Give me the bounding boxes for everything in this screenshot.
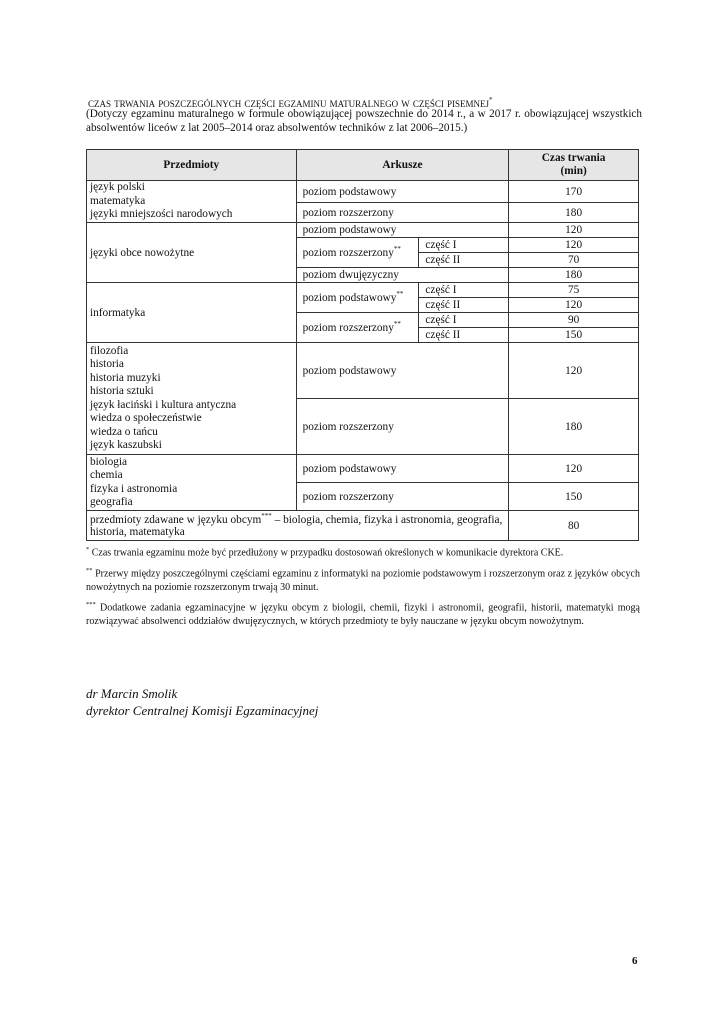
header-duration-line2: (min) <box>560 165 587 177</box>
header-sheets: Arkusze <box>296 150 509 181</box>
title-text: czas trwania poszczególnych części egzaminu maturalnego w części pisemnej <box>88 96 490 111</box>
level-cell <box>296 238 419 268</box>
level-cell: poziom rozszerzony <box>296 203 509 223</box>
time-cell: 180 <box>509 399 639 455</box>
level-cell: poziom podstawowy <box>296 343 509 399</box>
footnote-mark: ** <box>393 244 401 253</box>
part-cell: część II <box>419 298 509 313</box>
footnote-text: Przerwy między poszczególnymi częściami egzaminu z informatyki na poziomie podstawowym i rozszerzonym oraz z języków obcych nowożytnych na poziomie rozszerzonym trwają 30 minut. <box>86 568 640 593</box>
footnotes <box>86 543 640 632</box>
header-duration-line1: Czas trwania <box>541 152 606 164</box>
subject-item: historia sztuki <box>90 385 154 397</box>
time-cell: 120 <box>509 298 639 313</box>
time-cell: 150 <box>509 328 639 343</box>
document-subtitle: (Dotyczy egzaminu maturalnego w formule obowiązującej powszechnie do 2014 r., a w 2017 r. obowiązującej wszystkich absolwentów liceów z lat 2005–2014 oraz absolwentów techników z lat 2006–2015.) <box>86 108 642 134</box>
level-cell: poziom podstawowy <box>296 455 509 483</box>
header-subjects: Przedmioty <box>87 150 297 181</box>
title-footnote-mark: * <box>489 96 493 104</box>
level-text: poziom podstawowy <box>302 291 397 304</box>
level-cell: poziom rozszerzony <box>296 399 509 455</box>
subject-item: wiedza o społeczeństwie <box>90 412 202 424</box>
subject-item: biologia <box>90 455 128 468</box>
subject-item: matematyka <box>90 194 146 207</box>
foreign-language-text: przedmioty zdawane w języku obcym <box>90 513 262 526</box>
level-cell <box>296 313 419 343</box>
foreign-language-subjects: – biologia, chemia, fizyka i astronomia, geografia, historia, matematyka <box>90 513 503 538</box>
level-text: poziom rozszerzony <box>302 321 394 334</box>
level-text: poziom rozszerzony <box>302 246 394 259</box>
time-cell: 80 <box>509 511 639 541</box>
subject-item: filozofia <box>90 344 129 357</box>
subjects-cell-group1 <box>87 181 297 223</box>
time-cell: 180 <box>509 268 639 283</box>
time-cell: 180 <box>509 203 639 223</box>
subject-item: historia <box>90 358 124 370</box>
subject-item: geografia <box>90 496 133 508</box>
page-number: 6 <box>632 955 638 967</box>
part-cell: część I <box>419 313 509 328</box>
level-cell <box>296 283 419 313</box>
subjects-cell-group3: informatyka <box>87 283 297 343</box>
footnote-mark: ** <box>396 289 404 298</box>
subject-item: historia muzyki <box>90 371 161 384</box>
signature-position: dyrektor Centralnej Komisji Egzaminacyjnej <box>86 703 319 718</box>
footnote-mark: *** <box>86 601 96 609</box>
foreign-language-subjects-cell <box>87 511 509 541</box>
level-cell: poziom rozszerzony <box>296 483 509 511</box>
footnote <box>86 598 640 628</box>
footnote <box>86 543 640 560</box>
subjects-cell-group5 <box>87 455 297 511</box>
part-cell: część II <box>419 328 509 343</box>
signature-name: dr Marcin Smolik <box>86 686 178 701</box>
part-cell: część I <box>419 283 509 298</box>
time-cell: 90 <box>509 313 639 328</box>
time-cell: 120 <box>509 455 639 483</box>
footnote-mark: * <box>86 546 90 553</box>
footnote <box>86 564 640 594</box>
subject-item: języki mniejszości narodowych <box>90 208 233 221</box>
time-cell: 75 <box>509 283 639 298</box>
footnote-mark: ** <box>393 319 401 328</box>
subjects-cell-group2: języki obce nowożytne <box>87 223 297 283</box>
subject-item: język kaszubski <box>90 439 162 451</box>
header-duration <box>509 150 639 181</box>
subject-item: fizyka i astronomia <box>90 482 178 495</box>
time-cell: 120 <box>509 223 639 238</box>
subject-item: wiedza o tańcu <box>90 425 158 438</box>
subject-item: chemia <box>90 469 123 481</box>
footnote-text: Czas trwania egzaminu może być przedłużony w przypadku dostosowań określonych w komunikacie dyrektora CKE. <box>89 547 564 559</box>
subject-item: język polski <box>90 181 145 194</box>
subject-item: język łaciński i kultura antyczna <box>90 398 237 411</box>
level-cell: poziom podstawowy <box>296 181 509 203</box>
footnote-mark: ** <box>86 566 93 574</box>
time-cell: 120 <box>509 343 639 399</box>
subjects-cell-group4 <box>87 343 297 455</box>
exam-duration-table <box>86 149 639 541</box>
signature-block <box>86 685 318 719</box>
time-cell: 170 <box>509 181 639 203</box>
time-cell: 120 <box>509 238 639 253</box>
level-cell: poziom podstawowy <box>296 223 509 238</box>
time-cell: 150 <box>509 483 639 511</box>
footnote-mark: *** <box>261 511 272 520</box>
level-cell: poziom dwujęzyczny <box>296 268 509 283</box>
footnote-text: Dodatkowe zadania egzaminacyjne w języku obcym z biologii, chemii, fizyki i astronomii, geografii, historii, matematyki mogą rozwiązywać absolwenci oddziałów dwujęzycznych, w których przedmioty te były nauczane w języku obcym nowożytnym. <box>86 602 640 627</box>
part-cell: część II <box>419 253 509 268</box>
time-cell: 70 <box>509 253 639 268</box>
part-cell: część I <box>419 238 509 253</box>
